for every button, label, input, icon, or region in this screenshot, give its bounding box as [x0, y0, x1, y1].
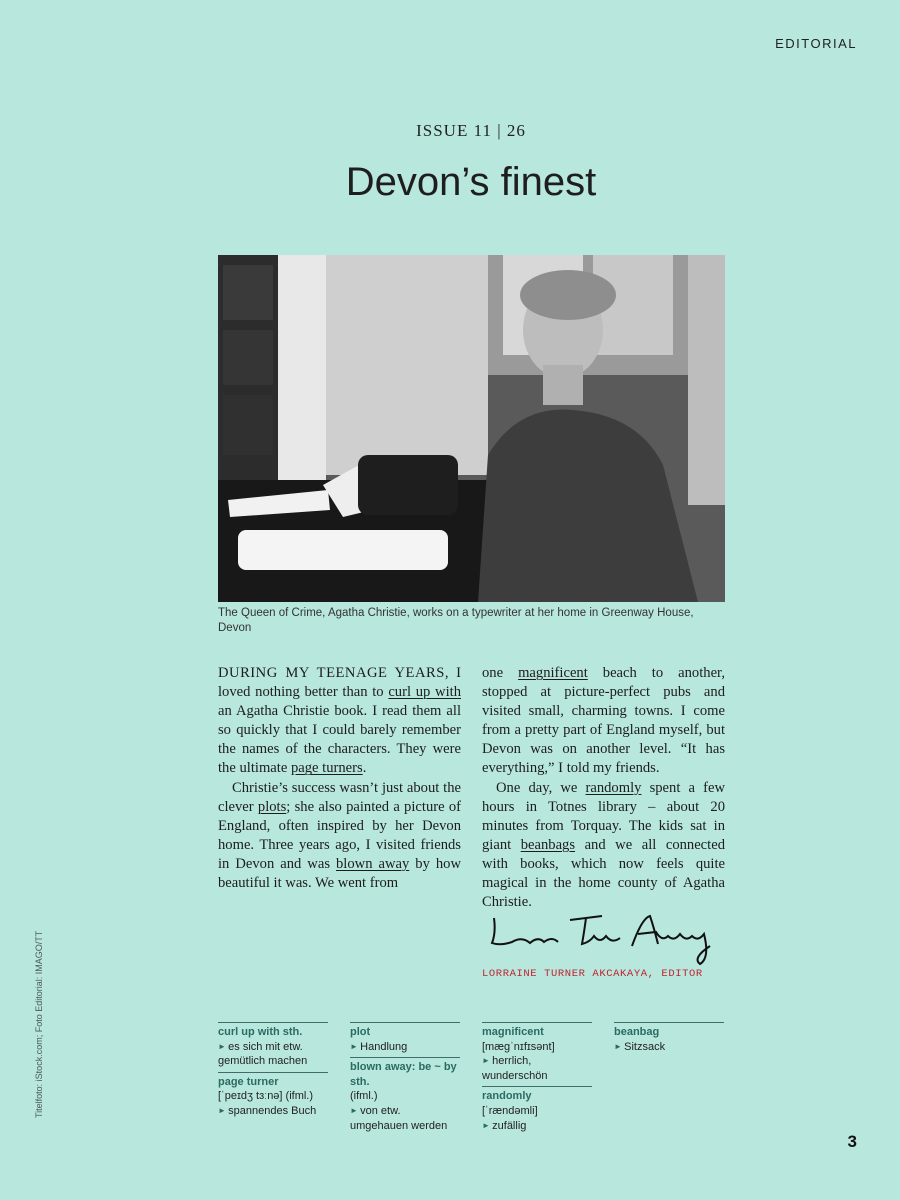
vocab-link-beanbags[interactable]: beanbags — [520, 836, 576, 853]
signature-graphic — [482, 898, 742, 968]
paragraph — [482, 664, 725, 779]
glossary-definition: ► spannendes Buch — [218, 1104, 328, 1119]
glossary-entry — [614, 1022, 724, 1054]
glossary-term: blown away: be ~ by sth. — [350, 1061, 457, 1088]
glossary-definition: ► von etw. umgehauen werden — [350, 1104, 460, 1133]
text: I loved nothing better than to — [218, 665, 461, 701]
glossary-definition: ► es sich mit etw. gemütlich machen — [218, 1040, 328, 1069]
text: One day, we — [496, 779, 586, 796]
editor-signature — [482, 898, 742, 968]
text: spent a few hours in Totnes library – about 20 minutes from Torquay. The kids sat in giant — [482, 779, 725, 853]
glossary-entry — [218, 1072, 328, 1119]
text: beach to another, stopped at picture-perfect pubs and visited small, charming towns. I come from a pretty part of England myself, but Devon was on another level. “It has everything,” I told my friends. — [482, 665, 725, 777]
glossary-term: beanbag — [614, 1026, 660, 1038]
glossary-definition: ► Handlung — [350, 1040, 460, 1055]
text: and we all connected with books, which now feels quite magical in the home county of Agatha Christie. — [482, 836, 725, 911]
text: one — [482, 665, 519, 681]
glossary-column — [614, 1022, 724, 1057]
paragraph — [218, 664, 461, 779]
glossary-entry — [350, 1057, 460, 1133]
glossary-definition: ► herrlich, wunderschön — [482, 1054, 592, 1083]
glossary-entry — [218, 1022, 328, 1069]
vocab-link-curl-up-with[interactable]: curl up with — [388, 684, 461, 701]
glossary-column — [482, 1022, 592, 1136]
glossary-pronunciation: [mægˈnɪfɪsənt] — [482, 1040, 555, 1053]
article-column-2 — [482, 664, 725, 912]
glossary-term: plot — [350, 1026, 371, 1038]
glossary-pronunciation: [ˈrændəmli] — [482, 1104, 538, 1117]
vocab-link-blown-away[interactable]: blown away — [336, 855, 410, 872]
glossary-pronunciation: (ifml.) — [350, 1090, 378, 1103]
vocab-link-page-turners[interactable]: page turners — [290, 760, 363, 777]
text: Christie’s success wasn’t just about the clever — [218, 779, 461, 815]
glossary-entry — [482, 1086, 592, 1133]
lead-in: DURING MY TEENAGE YEARS, — [218, 665, 450, 681]
text: by how beautiful it was. We went from — [218, 855, 461, 892]
article-column-1 — [218, 664, 461, 893]
page-title: Devon’s finest — [345, 160, 597, 204]
glossary-column — [218, 1022, 328, 1122]
paragraph — [218, 779, 461, 894]
glossary-definition: ► zufällig — [482, 1119, 592, 1134]
vocab-link-randomly[interactable]: randomly — [585, 779, 642, 796]
page-number: 3 — [847, 1132, 857, 1151]
glossary-entry — [350, 1022, 460, 1054]
issue-number: ISSUE 11 | 26 — [416, 121, 526, 140]
photo-illustration — [218, 255, 725, 602]
editor-credit: LORRAINE TURNER AKCAKAYA, EDITOR — [482, 968, 703, 980]
photo-caption: The Queen of Crime, Agatha Christie, works on a typewriter at her home in Greenway House, Devon — [218, 607, 694, 634]
vocab-link-plots[interactable]: plots — [257, 798, 287, 815]
author-photo — [218, 255, 725, 602]
glossary-definition: ► Sitzsack — [614, 1040, 724, 1055]
glossary-term: magnificent — [482, 1026, 544, 1038]
glossary-column — [350, 1022, 460, 1136]
glossary-term: page turner — [218, 1075, 279, 1088]
paragraph — [482, 779, 725, 913]
vocab-link-magnificent[interactable]: magnificent — [518, 665, 588, 681]
glossary-pronunciation: [ˈpeɪdʒ tɜːnə] (ifml.) — [218, 1090, 314, 1103]
text: . — [362, 760, 367, 777]
text: an Agatha Christie book. I read them all so quickly that I could barely remember the names of the characters. They were the ultimate — [218, 703, 461, 777]
section-label: EDITORIAL — [775, 36, 857, 51]
glossary-term: randomly — [482, 1090, 532, 1103]
text: ; she also painted a picture of England, often inspired by her Devon home. Three years ago, I visited friends in Devon and was — [218, 798, 461, 872]
glossary-entry — [482, 1022, 592, 1083]
photo-credit: Titelfoto: iStock.com; Foto Editorial: IMAGO/TT — [34, 930, 44, 1118]
glossary-term: curl up with sth. — [218, 1026, 303, 1038]
